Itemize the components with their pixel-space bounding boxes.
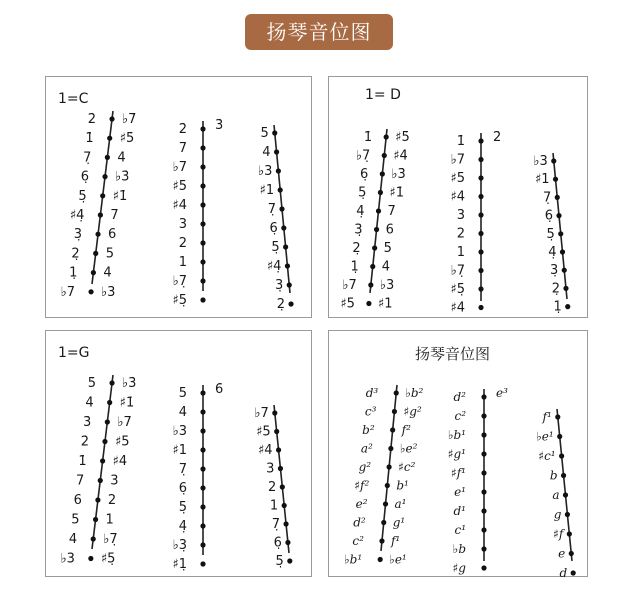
note-label: 2̇ — [178, 122, 187, 137]
note-label: ♭7̣ — [172, 274, 187, 289]
note-label: ♭3 — [60, 551, 75, 567]
note-label: 5̣ — [271, 240, 280, 255]
peg-dot — [384, 134, 389, 139]
peg-dot — [276, 447, 281, 452]
peg-dot — [381, 520, 386, 525]
note-label: 4 — [262, 145, 271, 160]
peg-dot — [386, 464, 391, 469]
peg-dot — [562, 268, 567, 273]
note-label: 5 — [105, 246, 114, 262]
note-label: 7̣ — [267, 202, 276, 217]
panel-key-label: 1=C — [58, 91, 89, 107]
note-label: 6̣ — [360, 167, 369, 182]
peg-dot — [481, 489, 486, 494]
peg-dot — [478, 268, 483, 273]
peg-dot — [481, 527, 486, 532]
peg-dot — [93, 251, 98, 256]
note-label: 4̣ — [548, 245, 557, 260]
peg-dot — [481, 508, 486, 513]
peg-dot — [91, 270, 96, 275]
note-label: 6̣ — [273, 535, 282, 551]
note-label: 5̇ — [87, 376, 97, 391]
panel-key-label: 1= D — [365, 87, 401, 103]
peg-dot — [278, 187, 283, 192]
peg-dot — [88, 556, 93, 561]
peg-dot — [281, 225, 286, 230]
note-label: f¹ — [390, 534, 401, 548]
note-label: ♯4 — [450, 189, 465, 205]
note-label: 2̣ — [352, 241, 361, 256]
peg-dot — [366, 301, 371, 306]
note-label: ♭7 — [117, 415, 132, 430]
peg-dot — [556, 213, 561, 218]
peg-dot — [287, 558, 292, 563]
peg-dot — [557, 434, 562, 439]
note-label: ♯g — [452, 561, 466, 575]
note-label: ♭3̣ — [172, 538, 187, 553]
note-label: g¹ — [392, 515, 406, 530]
peg-dot — [200, 390, 205, 395]
note-label: e² — [355, 497, 368, 511]
note-label: 7 — [110, 208, 119, 223]
peg-dot — [481, 394, 486, 399]
peg-dot — [565, 304, 570, 309]
note-label: ♭7̣ — [450, 263, 465, 279]
note-label: b — [549, 468, 558, 483]
note-label: 2̇ — [87, 112, 97, 127]
peg-dot — [378, 190, 383, 195]
peg-dot — [481, 451, 486, 456]
peg-dot — [372, 245, 377, 250]
note-label: 5̣ — [178, 500, 187, 515]
peg-dot — [481, 413, 486, 418]
note-label: ♯1̣ — [172, 557, 187, 572]
note-label: ♯1 — [377, 296, 393, 312]
note-label: ♯4 — [257, 443, 273, 458]
note-label: g — [553, 507, 562, 522]
note-label: 1 — [178, 255, 187, 270]
note-label: ♭3 — [533, 154, 548, 169]
peg-dot — [563, 286, 568, 291]
peg-dot — [279, 206, 284, 211]
note-label: ♭3̇ — [122, 376, 137, 391]
note-label: c³ — [364, 404, 377, 419]
note-label: ♭e² — [399, 441, 418, 456]
note-label: g² — [358, 460, 372, 474]
note-label: ♯5̇ — [119, 131, 135, 147]
peg-dot — [481, 470, 486, 475]
bridge-diagram-c — [46, 77, 311, 317]
note-label: 3̣ — [354, 222, 363, 238]
note-label: b¹ — [396, 478, 409, 493]
peg-dot — [478, 286, 483, 291]
peg-dot — [109, 116, 114, 121]
note-label: ♯c² — [398, 460, 416, 474]
note-label: 6̣ — [544, 208, 554, 224]
peg-dot — [200, 409, 205, 414]
note-label: ♭7 — [450, 152, 465, 168]
note-label: e¹ — [454, 485, 466, 499]
peg-dot — [200, 240, 205, 245]
note-label: ♭7 — [60, 284, 76, 300]
peg-dot — [274, 429, 279, 434]
note-label: b² — [362, 423, 375, 437]
peg-dot — [478, 231, 483, 236]
note-label: 1 — [269, 498, 279, 514]
peg-dot — [107, 400, 112, 405]
note-label: f² — [401, 423, 411, 437]
peg-dot — [378, 557, 383, 562]
peg-dot — [571, 570, 576, 575]
note-label: ♯1̇ — [389, 185, 404, 201]
note-label: f¹ — [542, 410, 552, 424]
note-label: d — [559, 566, 568, 580]
peg-dot — [200, 183, 205, 188]
peg-dot — [561, 473, 566, 478]
peg-dot — [374, 227, 379, 232]
note-label: 1̣ — [553, 299, 562, 315]
note-label: 5̣ — [358, 185, 367, 201]
peg-dot — [478, 194, 483, 199]
peg-dot — [200, 523, 205, 528]
peg-dot — [478, 212, 483, 217]
peg-dot — [368, 282, 373, 287]
note-label: 7 — [75, 473, 85, 489]
note-label: ♯5̇ — [395, 130, 410, 145]
note-label: ♯4̇ — [393, 148, 408, 164]
note-label: ♯f² — [354, 478, 370, 493]
peg-dot — [558, 231, 563, 236]
note-label: ♯4 — [450, 300, 465, 316]
note-label: ♯4̣ — [69, 208, 85, 223]
note-label: 6 — [385, 222, 394, 238]
note-label: 5 — [178, 386, 187, 401]
peg-dot — [107, 136, 112, 141]
peg-dot — [276, 168, 281, 173]
note-label: d¹ — [453, 504, 466, 518]
note-label: 5 — [71, 512, 80, 528]
peg-dot — [100, 458, 105, 463]
peg-dot — [278, 466, 283, 471]
note-label: 7̣ — [83, 150, 92, 166]
peg-dot — [376, 208, 381, 213]
note-label: ♯5 — [450, 171, 465, 186]
note-label: d² — [453, 390, 466, 404]
note-label: 2 — [268, 480, 277, 495]
note-label: 5̣ — [78, 188, 87, 204]
panel-pitch-names — [328, 330, 588, 580]
peg-dot — [200, 145, 205, 150]
note-label: 2̣ — [71, 246, 80, 262]
peg-dot — [283, 244, 288, 249]
note-label: ♯g¹ — [447, 447, 466, 461]
note-label: 2 — [107, 493, 117, 508]
peg-dot — [385, 483, 390, 488]
peg-dot — [282, 503, 287, 508]
peg-dot — [200, 278, 205, 283]
note-label: 3̣ — [274, 278, 284, 293]
peg-dot — [481, 565, 486, 570]
note-label: ♭7̣ — [103, 532, 118, 547]
note-label: ♯4 — [172, 198, 187, 213]
note-label: ♭3 — [379, 278, 395, 293]
peg-dot — [200, 504, 205, 509]
peg-dot — [559, 453, 564, 458]
peg-dot — [200, 561, 205, 566]
note-label: ♯1 — [172, 443, 187, 458]
note-label: 1̇ — [363, 130, 373, 145]
note-label: e — [558, 546, 566, 561]
peg-dot — [91, 536, 96, 541]
note-label: 4 — [178, 405, 187, 420]
panel-key-label: 1=G — [58, 345, 90, 361]
bridge-diagram-g — [46, 331, 311, 576]
note-label: ♯5 — [340, 296, 355, 312]
note-label: 2̣ — [551, 281, 560, 297]
note-label: ♯1̇ — [119, 395, 135, 411]
note-label: ♭7 — [342, 278, 357, 293]
note-label: 3̣ — [549, 263, 559, 279]
note-label: ♭7 — [254, 406, 269, 421]
note-label: ♭e¹ — [389, 552, 407, 567]
peg-dot — [370, 264, 375, 269]
peg-dot — [478, 138, 483, 143]
note-label: ♯4 — [112, 454, 128, 469]
peg-dot — [563, 492, 568, 497]
note-label: 7 — [387, 204, 396, 219]
peg-dot — [560, 249, 565, 254]
note-label: ♭b¹ — [344, 552, 363, 567]
note-label: ♯1 — [534, 172, 550, 188]
peg-dot — [478, 305, 483, 310]
peg-dot — [288, 301, 293, 306]
peg-dot — [102, 439, 107, 444]
note-label: ♭3̇ — [115, 169, 130, 185]
peg-dot — [382, 153, 387, 158]
note-label: ♭b¹ — [447, 428, 466, 442]
note-label: 6 — [73, 493, 82, 508]
peg-dot — [95, 497, 100, 502]
peg-dot — [200, 164, 205, 169]
note-label: ♯5̣ — [172, 293, 187, 308]
note-label: 3 — [456, 208, 465, 223]
note-label: 5 — [383, 241, 392, 256]
note-label: 3̇ — [83, 415, 92, 430]
peg-dot — [105, 419, 110, 424]
panel-key-c — [45, 76, 312, 318]
note-label: ♯5 — [256, 424, 271, 440]
peg-dot — [200, 485, 205, 490]
peg-dot — [567, 531, 572, 536]
note-label: a — [552, 488, 560, 502]
peg-dot — [383, 501, 388, 506]
peg-dot — [200, 126, 205, 131]
peg-dot — [283, 521, 288, 526]
note-label: 2̣ — [276, 297, 286, 312]
note-label: 4 — [68, 532, 78, 547]
peg-dot — [200, 466, 205, 471]
note-label: c² — [454, 409, 466, 423]
peg-dot — [285, 540, 290, 545]
note-label: ♭3 — [172, 424, 187, 439]
bridge-diagram-pitch — [329, 331, 587, 580]
peg-dot — [200, 259, 205, 264]
note-label: 7̣ — [542, 190, 552, 206]
note-label: a² — [360, 441, 373, 456]
note-label: ♭7̇ — [122, 112, 137, 127]
peg-dot — [95, 232, 100, 237]
note-label: 4̇ — [117, 150, 126, 166]
peg-dot — [565, 512, 570, 517]
note-label: 3 — [178, 217, 187, 232]
panel-key-g — [45, 330, 312, 577]
note-label: 2 — [456, 226, 465, 242]
peg-dot — [200, 428, 205, 433]
note-label: ♭3̇ — [391, 167, 406, 182]
peg-dot — [200, 542, 205, 547]
peg-dot — [272, 410, 277, 415]
peg-dot — [551, 158, 556, 163]
peg-dot — [285, 263, 290, 268]
peg-dot — [274, 149, 279, 154]
note-label: 4 — [381, 259, 391, 275]
peg-dot — [379, 538, 384, 543]
note-label: ♭3 — [257, 164, 273, 179]
peg-dot — [553, 177, 558, 182]
peg-dot — [394, 390, 399, 395]
peg-dot — [390, 427, 395, 432]
note-label: 2̇ — [493, 130, 502, 145]
note-label: 1̣ — [350, 259, 359, 275]
peg-dot — [93, 517, 98, 522]
note-label: 4̇ — [85, 395, 94, 411]
panel-title: 扬琴音位图 — [415, 345, 491, 363]
note-label: ♭3 — [101, 284, 116, 300]
note-label: ♯1̇ — [112, 188, 128, 204]
note-label: 1̣ — [69, 265, 78, 281]
peg-dot — [88, 289, 93, 294]
note-label: ♭b — [452, 542, 466, 556]
note-label: ♯5̣ — [450, 282, 465, 297]
peg-dot — [555, 195, 560, 200]
note-label: 1̇ — [78, 454, 87, 469]
note-label: 3̣ — [73, 227, 83, 243]
peg-dot — [105, 155, 110, 160]
note-label: 6 — [108, 227, 117, 243]
note-label: c¹ — [454, 523, 466, 537]
peg-dot — [102, 174, 107, 179]
peg-dot — [98, 478, 103, 483]
peg-dot — [478, 175, 483, 180]
peg-dot — [272, 130, 277, 135]
note-label: ♯f¹ — [450, 466, 466, 480]
peg-dot — [380, 171, 385, 176]
peg-dot — [481, 546, 486, 551]
bridge-diagram-d — [329, 77, 587, 317]
peg-dot — [555, 414, 560, 419]
note-label: ♯5 — [172, 179, 187, 194]
note-label: ♭7 — [172, 160, 187, 175]
note-label: 1̇ — [85, 131, 94, 147]
peg-dot — [481, 432, 486, 437]
note-label: ♯g² — [403, 404, 422, 419]
note-label: 7 — [178, 141, 187, 156]
note-label: 4̣ — [356, 204, 365, 219]
page-title: 扬琴音位图 — [245, 14, 393, 50]
note-label: ♯1 — [259, 183, 275, 198]
note-label: 6̇ — [215, 382, 224, 397]
note-label: ♯4̣ — [266, 259, 282, 274]
peg-dot — [98, 212, 103, 217]
note-label: ♯5 — [114, 434, 130, 450]
peg-dot — [200, 202, 205, 207]
panel-key-d — [328, 76, 588, 318]
peg-dot — [392, 409, 397, 414]
peg-dot — [569, 551, 574, 556]
peg-dot — [200, 297, 205, 302]
note-label: 6̣ — [269, 221, 278, 236]
note-label: 3 — [110, 473, 119, 489]
note-label: d³ — [365, 386, 379, 400]
peg-dot — [280, 484, 285, 489]
note-label: 5̣ — [546, 226, 555, 242]
note-label: 4̣ — [178, 519, 187, 534]
note-label: a¹ — [394, 497, 407, 511]
note-label: ♯f — [553, 527, 564, 541]
note-label: 1 — [456, 245, 465, 260]
peg-dot — [478, 249, 483, 254]
peg-dot — [200, 447, 205, 452]
peg-dot — [287, 282, 292, 287]
note-label: 1̇ — [456, 134, 465, 149]
note-label: ♭e¹ — [536, 429, 554, 444]
note-label: 2 — [178, 236, 187, 251]
note-label: 1 — [105, 512, 114, 528]
note-label: 2̇ — [80, 434, 89, 450]
peg-dot — [200, 221, 205, 226]
note-label: 4 — [103, 265, 112, 281]
note-label: 5 — [260, 126, 269, 141]
note-label: 3̇ — [215, 118, 224, 133]
peg-dot — [109, 380, 114, 385]
note-label: 6̣ — [178, 481, 187, 496]
note-label: 7̣ — [178, 462, 187, 477]
note-label: d² — [353, 515, 366, 530]
peg-dot — [388, 446, 393, 451]
note-label: 7̣ — [271, 517, 281, 532]
note-label: 6̣ — [80, 169, 90, 185]
note-label: c² — [352, 534, 364, 548]
note-label: 3 — [266, 461, 275, 477]
note-label: e³ — [496, 386, 508, 400]
note-label: ♯5̣ — [100, 551, 116, 567]
note-label: ♭b² — [405, 386, 424, 400]
note-label: ♯c¹ — [538, 449, 556, 463]
note-label: ♭7̣ — [355, 148, 371, 164]
note-label: 5̣ — [275, 554, 284, 569]
peg-dot — [478, 157, 483, 162]
peg-dot — [100, 193, 105, 198]
